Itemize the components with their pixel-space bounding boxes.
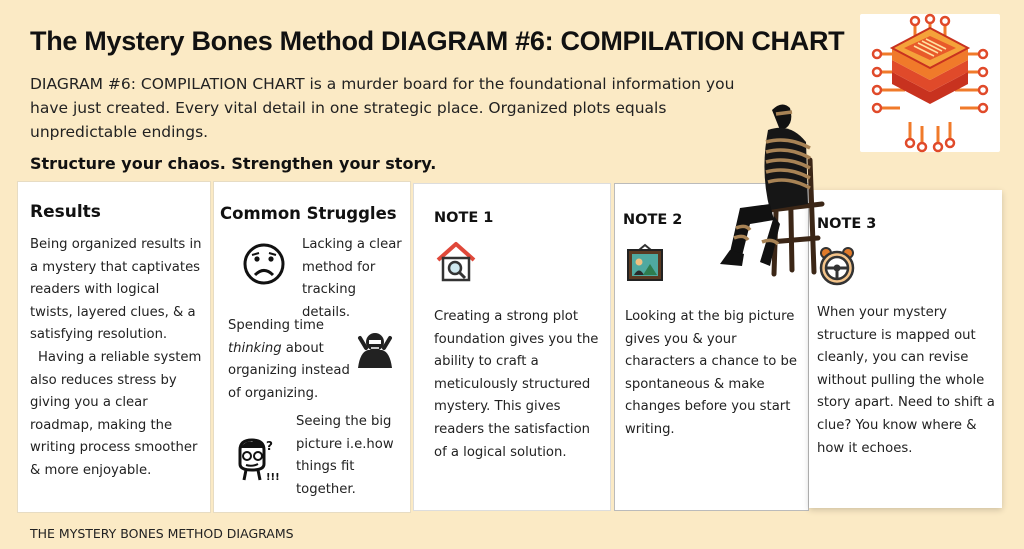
stressed-person-icon xyxy=(354,328,396,370)
struggle-1-text: Lacking a clear method for tracking details. xyxy=(302,237,402,320)
sad-face-icon xyxy=(242,242,286,286)
svg-text:!!!: !!! xyxy=(266,472,280,483)
struggle-3-text: Seeing the big picture i.e.how things fit together. xyxy=(296,414,394,497)
note-2-heading: NOTE 2 xyxy=(623,212,683,228)
page-title: The Mystery Bones Method DIAGRAM #6: COMPILATION CHART xyxy=(30,26,845,56)
struggles-panel xyxy=(214,182,410,512)
struggles-heading: Common Struggles xyxy=(220,204,397,223)
note-2-text: Looking at the big picture gives you & your characters a chance to be spontaneous & make changes before you start writing. xyxy=(625,309,798,437)
results-panel xyxy=(18,182,210,512)
note-1-heading: NOTE 1 xyxy=(434,210,494,226)
chip-logo xyxy=(860,14,1000,152)
results-text-1: Being organized results in a mystery that captivates readers with logical twists, layered clues, & a satisfying resolution. xyxy=(30,237,202,343)
struggle-2-text: Spending time thinking about organizing instead of organizing. xyxy=(228,318,350,401)
intro-paragraph: DIAGRAM #6: COMPILATION CHART is a murder board for the foundational information you have just created. Every vital detail in one strategic place. Organized plots equals unpredictable endings. xyxy=(30,75,735,141)
note-1-text: Creating a strong plot foundation gives you the ability to craft a meticulously structured mystery. This gives readers the satisfaction of a logical solution. xyxy=(434,309,599,460)
footer-caption: THE MYSTERY BONES METHOD DIAGRAMS xyxy=(30,526,294,541)
framed-picture-icon xyxy=(625,244,665,284)
bound-figure-illustration xyxy=(690,92,840,280)
svg-text:?: ? xyxy=(266,439,273,453)
results-heading: Results xyxy=(30,202,101,222)
note-3-heading: NOTE 3 xyxy=(817,216,877,232)
note-1-panel xyxy=(414,184,610,510)
note-3-text: When your mystery structure is mapped out cleanly, you can revise without pulling the whole story apart. Need to shift a clue? You know where & how it echoes. xyxy=(817,305,995,456)
house-magnifier-icon xyxy=(434,240,478,284)
confused-thinker-icon xyxy=(232,436,278,482)
tagline: Structure your chaos. Strengthen your story. xyxy=(30,154,437,173)
compilation-board xyxy=(18,182,1002,512)
results-text-2: Having a reliable system also reduces stress by giving you a clear roadmap, making the writing process smoother & more enjoyable. xyxy=(30,350,202,478)
